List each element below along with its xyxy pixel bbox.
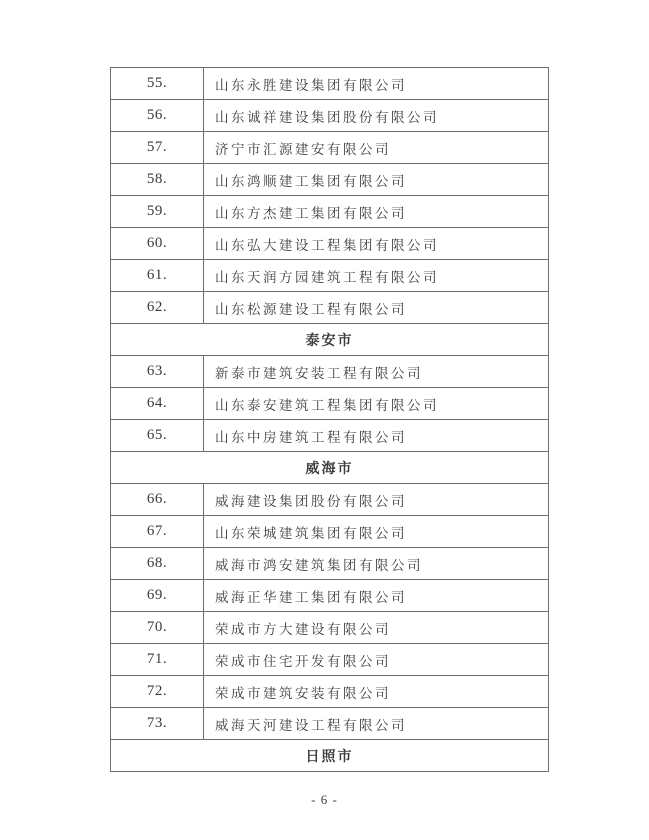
company-number: 69. [111,580,204,612]
city-section-row [111,452,549,484]
company-name: 威海建设集团股份有限公司 [204,484,549,516]
company-name: 山东诚祥建设集团股份有限公司 [204,100,549,132]
company-name: 济宁市汇源建安有限公司 [204,132,549,164]
company-number: 58. [111,164,204,196]
company-name: 威海天河建设工程有限公司 [204,708,549,740]
company-row [111,196,549,228]
company-number: 59. [111,196,204,228]
company-row [111,164,549,196]
company-name: 荣成市建筑安装有限公司 [204,676,549,708]
company-name: 山东泰安建筑工程集团有限公司 [204,388,549,420]
company-name: 荣成市方大建设有限公司 [204,612,549,644]
city-section-row [111,324,549,356]
company-row [111,100,549,132]
company-row [111,388,549,420]
company-row [111,132,549,164]
company-name: 山东永胜建设集团有限公司 [204,68,549,100]
company-number: 63. [111,356,204,388]
company-number: 61. [111,260,204,292]
company-name: 山东弘大建设工程集团有限公司 [204,228,549,260]
company-number: 57. [111,132,204,164]
company-number: 66. [111,484,204,516]
company-number: 60. [111,228,204,260]
company-row [111,612,549,644]
company-number: 72. [111,676,204,708]
city-section-row [111,740,549,772]
company-row [111,676,549,708]
company-number: 55. [111,68,204,100]
company-name: 新泰市建筑安装工程有限公司 [204,356,549,388]
company-name: 山东方杰建工集团有限公司 [204,196,549,228]
company-row [111,260,549,292]
city-section-label: 威海市 [111,452,549,484]
company-number: 73. [111,708,204,740]
company-number: 56. [111,100,204,132]
company-row [111,292,549,324]
company-number: 67. [111,516,204,548]
company-table [110,67,549,772]
company-name: 山东松源建设工程有限公司 [204,292,549,324]
company-row [111,708,549,740]
company-row [111,548,549,580]
company-number: 65. [111,420,204,452]
city-section-label: 泰安市 [111,324,549,356]
company-name: 荣成市住宅开发有限公司 [204,644,549,676]
company-row [111,228,549,260]
company-number: 64. [111,388,204,420]
city-section-label: 日照市 [111,740,549,772]
company-row [111,68,549,100]
company-name: 威海正华建工集团有限公司 [204,580,549,612]
company-row [111,516,549,548]
company-number: 71. [111,644,204,676]
company-row [111,580,549,612]
company-name: 山东中房建筑工程有限公司 [204,420,549,452]
company-name: 山东鸿顺建工集团有限公司 [204,164,549,196]
page-number: - 6 - [311,792,338,807]
company-number: 62. [111,292,204,324]
company-name: 威海市鸿安建筑集团有限公司 [204,548,549,580]
company-name: 山东荣城建筑集团有限公司 [204,516,549,548]
company-row [111,644,549,676]
company-number: 70. [111,612,204,644]
company-row [111,356,549,388]
company-name: 山东天润方园建筑工程有限公司 [204,260,549,292]
company-number: 68. [111,548,204,580]
company-row [111,484,549,516]
company-row [111,420,549,452]
